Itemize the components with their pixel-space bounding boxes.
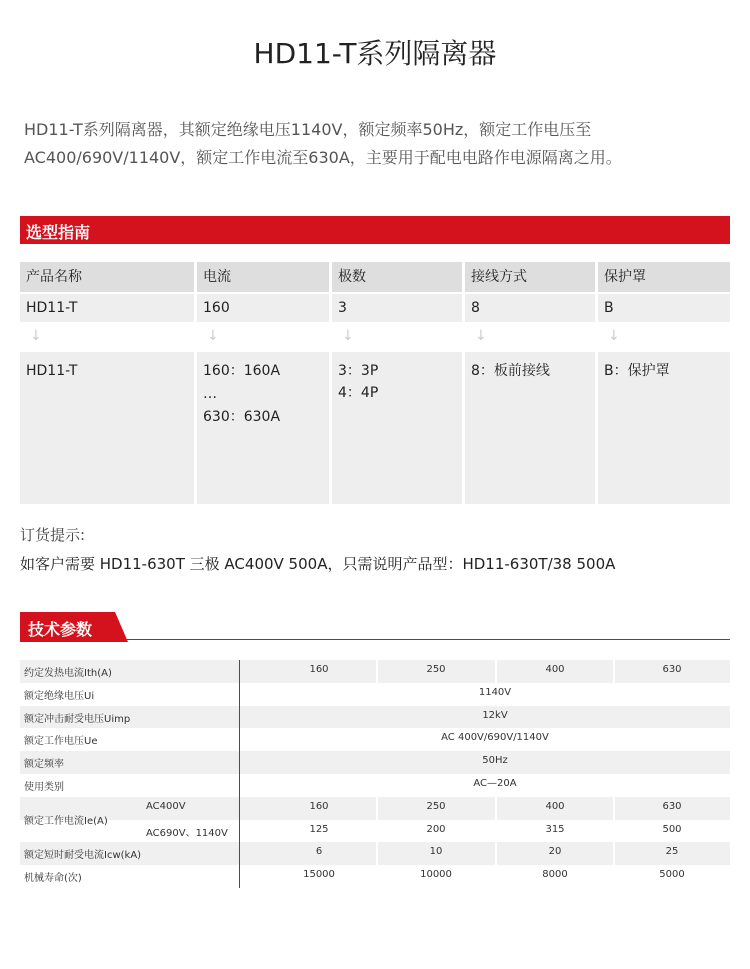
selection-header-row [20, 262, 730, 292]
detail-wiring-line: 8：板前接线 [471, 363, 550, 379]
page-title: HD11-T系列隔离器 [253, 37, 497, 70]
detail-product [20, 352, 194, 504]
code-cover: B [598, 294, 730, 322]
spec-value: 50Hz [482, 755, 508, 767]
spec-cell-divider [495, 797, 497, 820]
detail-product-line: HD11-T [26, 363, 78, 379]
spec-label: 使用类别 [24, 782, 64, 793]
spec-row [20, 797, 730, 828]
spec-value: 200 [426, 823, 446, 835]
spec-row [20, 706, 730, 729]
arrow-down-icon: ↓ [342, 328, 354, 344]
spec-cell-divider [495, 842, 497, 865]
header-product-name: 产品名称 [20, 262, 194, 292]
tech-params-heading: 技术参数 [28, 620, 93, 639]
spec-cell-divider [376, 660, 378, 683]
spec-row [20, 865, 730, 888]
selection-code-row [20, 294, 730, 322]
spec-value: 630 [662, 664, 682, 675]
spec-value: 10 [429, 846, 443, 858]
arrow-down-icon: ↓ [30, 328, 42, 344]
detail-poles [332, 352, 462, 504]
spec-value: 125 [309, 823, 329, 835]
tech-params-tab [20, 612, 128, 642]
spec-sublabel: AC690V、1140V [146, 827, 228, 839]
spec-value: AC 400V/690V/1140V [441, 732, 549, 744]
detail-poles-line: 3：3P [338, 363, 379, 379]
selection-guide-heading: 选型指南 [26, 223, 91, 242]
arrow-down-icon: ↓ [608, 328, 620, 344]
arrow-down-icon: ↓ [475, 328, 487, 344]
order-example: 如客户需要 HD11-630T 三极 AC400V 500A，只需说明产品型：HD11-630T/38 500A [20, 555, 616, 573]
spec-cell-divider [376, 797, 378, 820]
detail-current-line: 630：630A [203, 409, 281, 425]
selection-detail-row [20, 352, 730, 504]
spec-value: 8000 [542, 869, 568, 881]
header-current: 电流 [197, 262, 329, 292]
spec-value: 5000 [659, 869, 685, 881]
spec-value: 400 [545, 800, 565, 812]
code-current: 160 [197, 294, 329, 322]
header-cover: 保护罩 [598, 262, 730, 292]
code-wiring: 8 [465, 294, 595, 322]
code-product: HD11-T [20, 294, 194, 322]
arrow-down-icon: ↓ [207, 328, 219, 344]
spec-label: 额定频率 [24, 759, 64, 771]
detail-wiring [465, 352, 595, 504]
spec-value: 630 [662, 800, 682, 812]
detail-poles-line: 4：4P [338, 385, 379, 401]
spec-value: 20 [548, 846, 562, 858]
spec-value: 250 [426, 664, 446, 675]
spec-row [20, 683, 730, 706]
spec-value: 400 [545, 664, 565, 675]
header-poles: 极数 [332, 262, 462, 292]
spec-value: 10000 [420, 869, 452, 881]
spec-label: 额定工作电压Ue [24, 736, 98, 748]
spec-value: 500 [662, 823, 682, 835]
spec-label: 约定发热电流Ith(A) [24, 668, 112, 679]
detail-current [197, 352, 329, 504]
spec-value: 160 [309, 800, 329, 812]
spec-label: 额定短时耐受电流Icw(kA) [24, 850, 142, 862]
spec-value: 25 [665, 846, 679, 858]
tech-divider [20, 639, 730, 640]
spec-row [20, 842, 730, 865]
spec-row [20, 774, 730, 797]
spec-cell-divider [376, 842, 378, 865]
code-poles: 3 [332, 294, 462, 322]
spec-value: 1140V [478, 686, 512, 698]
detail-current-line: … [203, 386, 217, 402]
spec-cell-divider [613, 797, 615, 820]
spec-label: 额定工作电流Ie(A) [24, 816, 108, 828]
spec-value: 15000 [303, 869, 335, 881]
spec-cell-divider [495, 660, 497, 683]
spec-value: 12kV [482, 709, 508, 721]
spec-value: 250 [426, 800, 446, 812]
spec-row [20, 820, 730, 843]
spec-row [20, 728, 730, 751]
spec-label: 机械寿命(次) [24, 873, 82, 885]
spec-value: 160 [309, 664, 329, 675]
spec-cell-divider [613, 842, 615, 865]
header-wiring: 接线方式 [465, 262, 595, 292]
spec-label: 额定绝缘电压Ui [24, 690, 95, 702]
spec-value: 315 [545, 823, 565, 835]
spec-value: 6 [315, 846, 323, 858]
detail-cover-line: B：保护罩 [604, 363, 670, 379]
spec-value: AC—20A [473, 778, 517, 789]
spec-cell-divider [613, 660, 615, 683]
table-red-divider [239, 660, 240, 888]
selection-guide-banner [20, 216, 730, 244]
intro-paragraph: HD11-T系列隔离器，其额定绝缘电压1140V，额定频率50Hz，额定工作电压至AC400/690V/1140V，额定工作电流至630A，主要用于配电电路作电源隔离之用。 [24, 120, 622, 167]
detail-cover [598, 352, 730, 504]
spec-row [20, 660, 730, 683]
spec-label: 额定冲击耐受电压Uimp [24, 713, 131, 725]
detail-current-line: 160：160A [203, 363, 281, 379]
spec-row [20, 751, 730, 774]
order-tip-label: 订货提示: [20, 526, 86, 544]
spec-sublabel: AC400V [146, 800, 186, 812]
